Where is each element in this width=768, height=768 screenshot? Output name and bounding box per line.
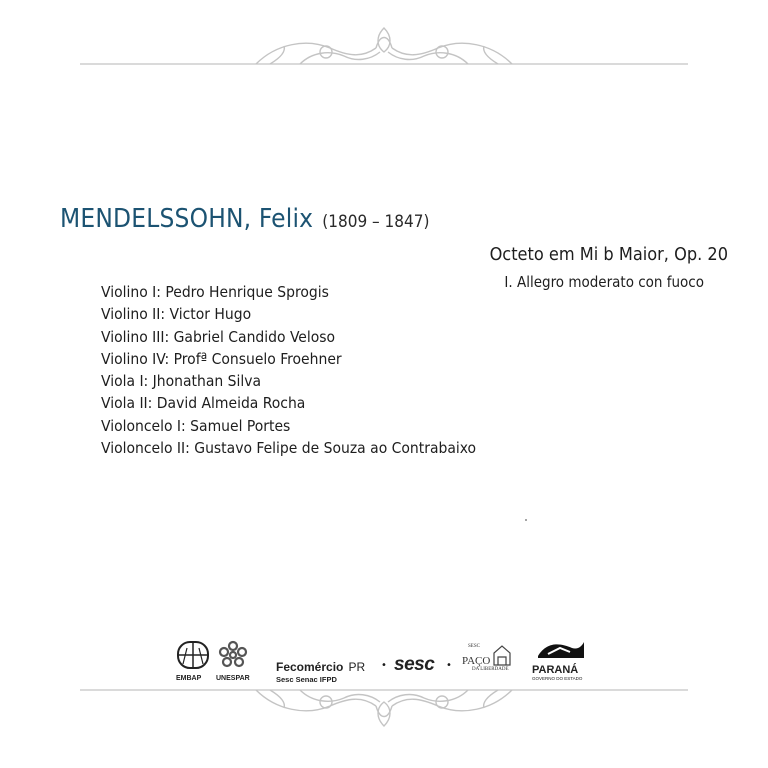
separator-dot: • [381,660,387,671]
sesc-label: sesc [394,654,435,675]
performer-item: Violoncelo II: Gustavo Felipe de Souza ao Contrabaixo [101,439,477,458]
paco-label: PAÇO [462,655,491,667]
fecomercio-sub: Sesc Senac IFPD [276,675,337,684]
performer-list [101,281,476,459]
work-info [490,244,728,291]
fecomercio-label: Fecomércio [276,660,344,674]
work-movement: I. Allegro moderato con fuoco [504,273,704,291]
work-title: Octeto em Mi b Maior, Op. 20 [489,244,728,265]
composer-dates: (1809 – 1847) [322,212,430,232]
fecomercio-state: PR [348,660,366,674]
embap-logo [176,640,214,682]
unespar-label: UNESPAR [216,675,250,682]
paco-sub-label: DA LIBERDADE [472,667,509,672]
performer-item: Violino IV: Profª Consuelo Froehner [101,349,342,368]
embap-label: EMBAP [176,675,202,682]
performer-item: Viola I: Jhonathan Silva [101,372,262,391]
performer-item: Violino II: Victor Hugo [101,305,252,324]
performer-item: Violoncelo I: Samuel Portes [101,416,291,435]
stray-dot [525,519,527,521]
performer-item: Violino I: Pedro Henrique Sprogis [101,283,329,301]
separator-dot: • [446,660,452,671]
unespar-logo [216,640,258,682]
parana-flag-icon [532,640,588,660]
parana-sub-label: GOVERNO DO ESTADO [532,676,583,681]
performer-item: Violino III: Gabriel Candido Veloso [101,327,336,346]
parana-label: PARANÁ [532,664,579,676]
parana-logo [532,640,596,681]
top-ornament [80,22,688,68]
paco-building-icon [492,644,512,666]
paco-logo [462,644,524,672]
sponsor-logos [176,640,596,690]
bottom-ornament [80,686,688,732]
composer-heading [60,204,429,234]
unespar-emblem-icon [216,640,250,670]
sesc-logo [394,654,434,676]
fecomercio-logo [276,656,376,684]
embap-emblem-icon [176,640,210,670]
performer-item: Viola II: David Almeida Rocha [101,394,306,413]
composer-name: MENDELSSOHN, Felix [60,204,314,234]
paco-top-label: SESC [468,644,480,649]
